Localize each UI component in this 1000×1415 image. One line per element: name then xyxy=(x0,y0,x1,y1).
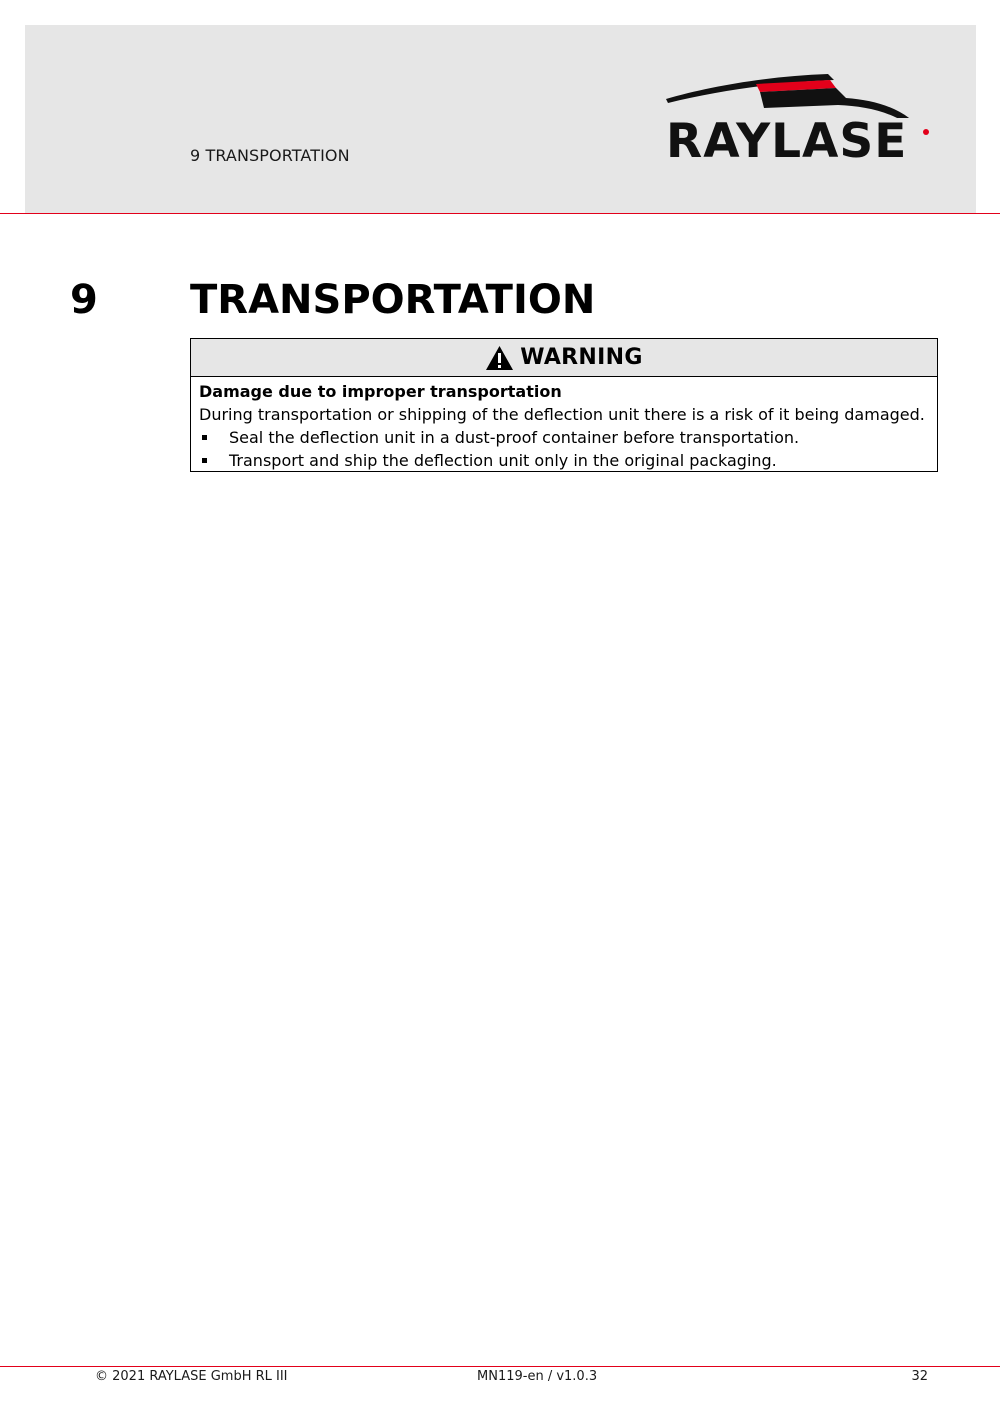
warning-triangle-icon xyxy=(485,345,514,371)
warning-box xyxy=(190,338,938,472)
footer-rule xyxy=(0,1366,1000,1367)
warning-label: WARNING xyxy=(520,345,643,370)
logo-swoosh-icon xyxy=(660,68,940,118)
warning-list xyxy=(199,426,929,472)
warning-header xyxy=(191,339,937,377)
bullet-icon xyxy=(202,458,207,463)
logo-wordmark: RAYLASE xyxy=(666,114,908,169)
running-head: 9 TRANSPORTATION xyxy=(190,146,350,165)
footer-page-number: 32 xyxy=(911,1369,928,1384)
footer-doc-id: MN119-en / v1.0.3 xyxy=(477,1369,598,1384)
chapter-number: 9 xyxy=(70,277,98,323)
warning-subtitle: Damage due to improper transportation xyxy=(199,382,562,401)
logo-dot xyxy=(923,129,929,135)
list-item xyxy=(199,426,929,449)
chapter-title: TRANSPORTATION xyxy=(190,277,596,323)
warning-body xyxy=(191,377,937,472)
warning-text: During transportation or shipping of the deflection unit there is a risk of it being damaged. xyxy=(199,405,925,424)
list-item xyxy=(199,449,929,472)
list-item-text: Seal the deflection unit in a dust-proof container before transportation. xyxy=(229,428,800,447)
raylase-logo xyxy=(660,68,940,178)
header-rule xyxy=(0,213,1000,214)
list-item-text: Transport and ship the deflection unit only in the original packaging. xyxy=(229,451,777,470)
footer-copyright: © 2021 RAYLASE GmbH RL III xyxy=(95,1369,288,1384)
bullet-icon xyxy=(202,435,207,440)
